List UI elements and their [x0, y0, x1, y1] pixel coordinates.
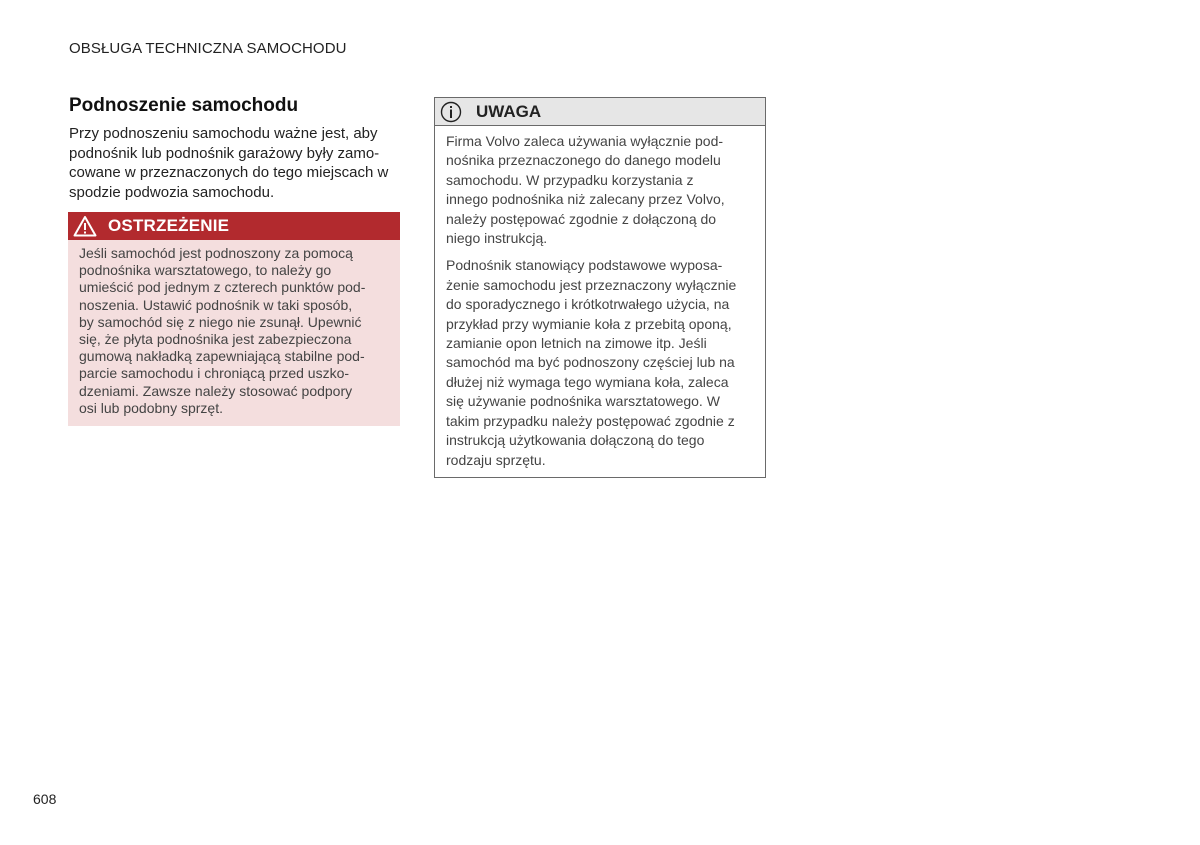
warning-text: [68, 240, 400, 417]
intro-line: spodzie podwozia samochodu.: [69, 183, 275, 201]
intro-line: podnośnik lub podnośnik garażowy były zamo-: [69, 144, 380, 162]
note-title: UWAGA: [476, 101, 542, 121]
warning-box: [68, 212, 400, 426]
note-text: [435, 126, 765, 470]
warning-line: noszenia. Ustawić podnośnik w taki sposób,: [79, 296, 353, 313]
note-line: samochodu. W przypadku korzystania z: [446, 171, 694, 188]
warning-line: Jeśli samochód jest podnoszony za pomocą: [79, 245, 353, 261]
note-line: Firma Volvo zaleca używania wyłącznie pod-: [446, 133, 724, 149]
note-line: do sporadycznego i krótkotrwałego użycia, na: [446, 296, 730, 313]
note-line: innego podnośnika niż zalecany przez Volvo,: [446, 191, 725, 208]
warning-triangle-icon: [72, 214, 98, 238]
warning-header: [68, 212, 400, 240]
intro-line: cowane w przeznaczonych do tego miejscach w: [69, 164, 389, 181]
warning-title: OSTRZEŻENIE: [108, 216, 230, 235]
note-paragraph: [446, 256, 755, 469]
intro-line: Przy podnoszeniu samochodu ważne jest, aby: [69, 125, 378, 142]
warning-line: parcie samochodu i chroniącą przed uszko-: [79, 365, 350, 382]
note-line: przykład przy wymianie koła z przebitą oponą,: [446, 315, 732, 332]
warning-line: gumową nakładką zapewniającą stabilne pod-: [79, 348, 365, 365]
note-header: [435, 98, 765, 126]
warning-line: umieścić pod jednym z czterech punktów pod-: [79, 279, 366, 296]
note-line: żenie samochodu jest przeznaczony wyłącznie: [446, 276, 737, 293]
warning-line: by samochód się z niego nie zsunął. Upewnić: [79, 313, 362, 330]
note-line: takim przypadku należy postępować zgodnie z: [446, 412, 735, 429]
main-content: [69, 94, 401, 202]
note-line: samochód ma być podnoszony częściej lub na: [446, 354, 735, 371]
note-line: nośnika przeznaczonego do danego modelu: [446, 152, 721, 169]
warning-line: dzeniami. Zawsze należy stosować podpory: [79, 382, 353, 399]
page-number: 608: [33, 791, 57, 807]
note-line: rodzaju sprzętu.: [446, 451, 546, 468]
warning-line: się, że płyta podnośnika jest zabezpieczona: [79, 331, 352, 348]
note-line: zamianie opon letnich na zimowe itp. Jeśli: [446, 335, 707, 352]
note-line: się używanie podnośnika warsztatowego. W: [446, 393, 720, 410]
info-icon: [440, 101, 462, 123]
intro-paragraph: [69, 124, 401, 202]
note-line: dłużej niż wymaga tego wymiana koła, zaleca: [446, 373, 729, 390]
note-line: instrukcją użytkowania dołączoną do tego: [446, 432, 705, 449]
warning-line: podnośnika warsztatowego, to należy go: [79, 262, 332, 279]
warning-line: osi lub podobny sprzęt.: [79, 399, 223, 416]
note-box: [434, 97, 766, 478]
page-title: Podnoszenie samochodu: [69, 95, 299, 116]
note-paragraph: [446, 132, 755, 248]
note-line: niego instrukcją.: [446, 230, 548, 247]
note-line: należy postępować zgodnie z dołączoną do: [446, 210, 717, 227]
section-header: OBSŁUGA TECHNICZNA SAMOCHODU: [69, 40, 347, 57]
note-line: Podnośnik stanowiący podstawowe wyposa-: [446, 257, 723, 274]
